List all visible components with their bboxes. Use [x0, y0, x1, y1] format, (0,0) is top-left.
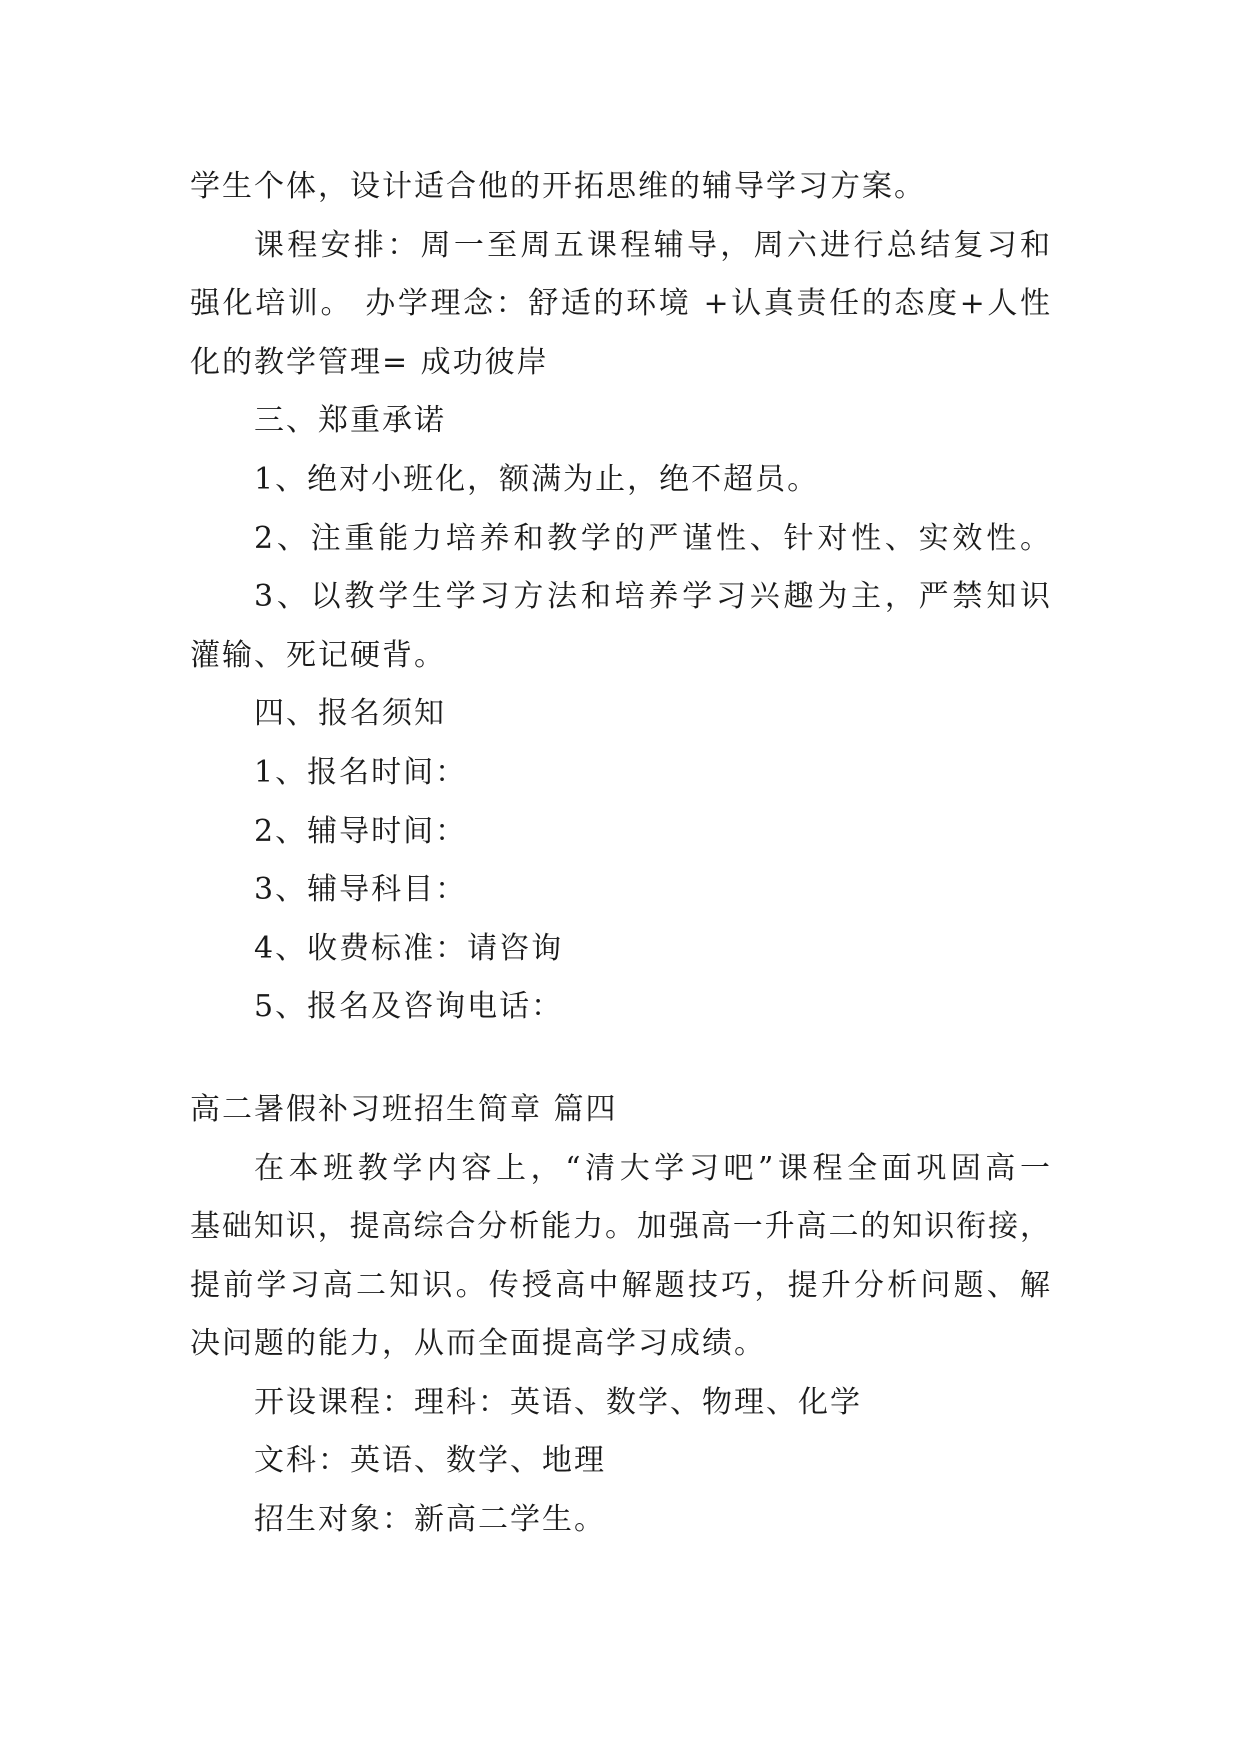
section-heading: 四、报名须知 [254, 696, 446, 732]
list-item: 2、辅导时间： [254, 813, 468, 849]
paragraph-line: 课程安排：周一至周五课程辅导，周六进行总结复习和 [254, 227, 1050, 263]
list-item: 3、以教学生学习方法和培养学习兴趣为主，严禁知识 [254, 579, 1050, 615]
paragraph-line: 开设课程：理科：英语、数学、物理、化学 [254, 1384, 862, 1420]
list-item: 1、绝对小班化，额满为止，绝不超员。 [254, 461, 820, 497]
list-item: 1、报名时间： [254, 754, 468, 790]
paragraph-line: 化的教学管理= 成功彼岸 [190, 344, 549, 380]
article-title: 高二暑假补习班招生简章 篇四 [190, 1091, 618, 1127]
document-page [190, 158, 1050, 1550]
paragraph-line: 决问题的能力，从而全面提高学习成绩。 [190, 1326, 766, 1362]
paragraph-line: 招生对象：新高二学生。 [254, 1502, 606, 1538]
paragraph-line: 提前学习高二知识。传授高中解题技巧，提升分析问题、解 [190, 1267, 1050, 1303]
list-item: 2、注重能力培养和教学的严谨性、针对性、实效性。 [254, 520, 1050, 556]
list-item: 3、辅导科目： [254, 872, 468, 908]
paragraph-line: 灌输、死记硬背。 [190, 637, 446, 673]
paragraph-line: 文科：英语、数学、地理 [254, 1443, 606, 1479]
paragraph-line: 强化培训。 办学理念：舒适的环境 +认真责任的态度+人性 [190, 286, 1050, 322]
paragraph-line: 在本班教学内容上，“清大学习吧”课程全面巩固高一 [254, 1150, 1050, 1186]
section-heading: 三、郑重承诺 [254, 403, 446, 439]
list-item: 5、报名及咨询电话： [254, 989, 564, 1025]
paragraph-line: 学生个体，设计适合他的开拓思维的辅导学习方案。 [190, 169, 926, 204]
list-item: 4、收费标准：请咨询 [254, 930, 564, 966]
paragraph-line: 基础知识，提高综合分析能力。加强高一升高二的知识衔接， [190, 1209, 1050, 1245]
